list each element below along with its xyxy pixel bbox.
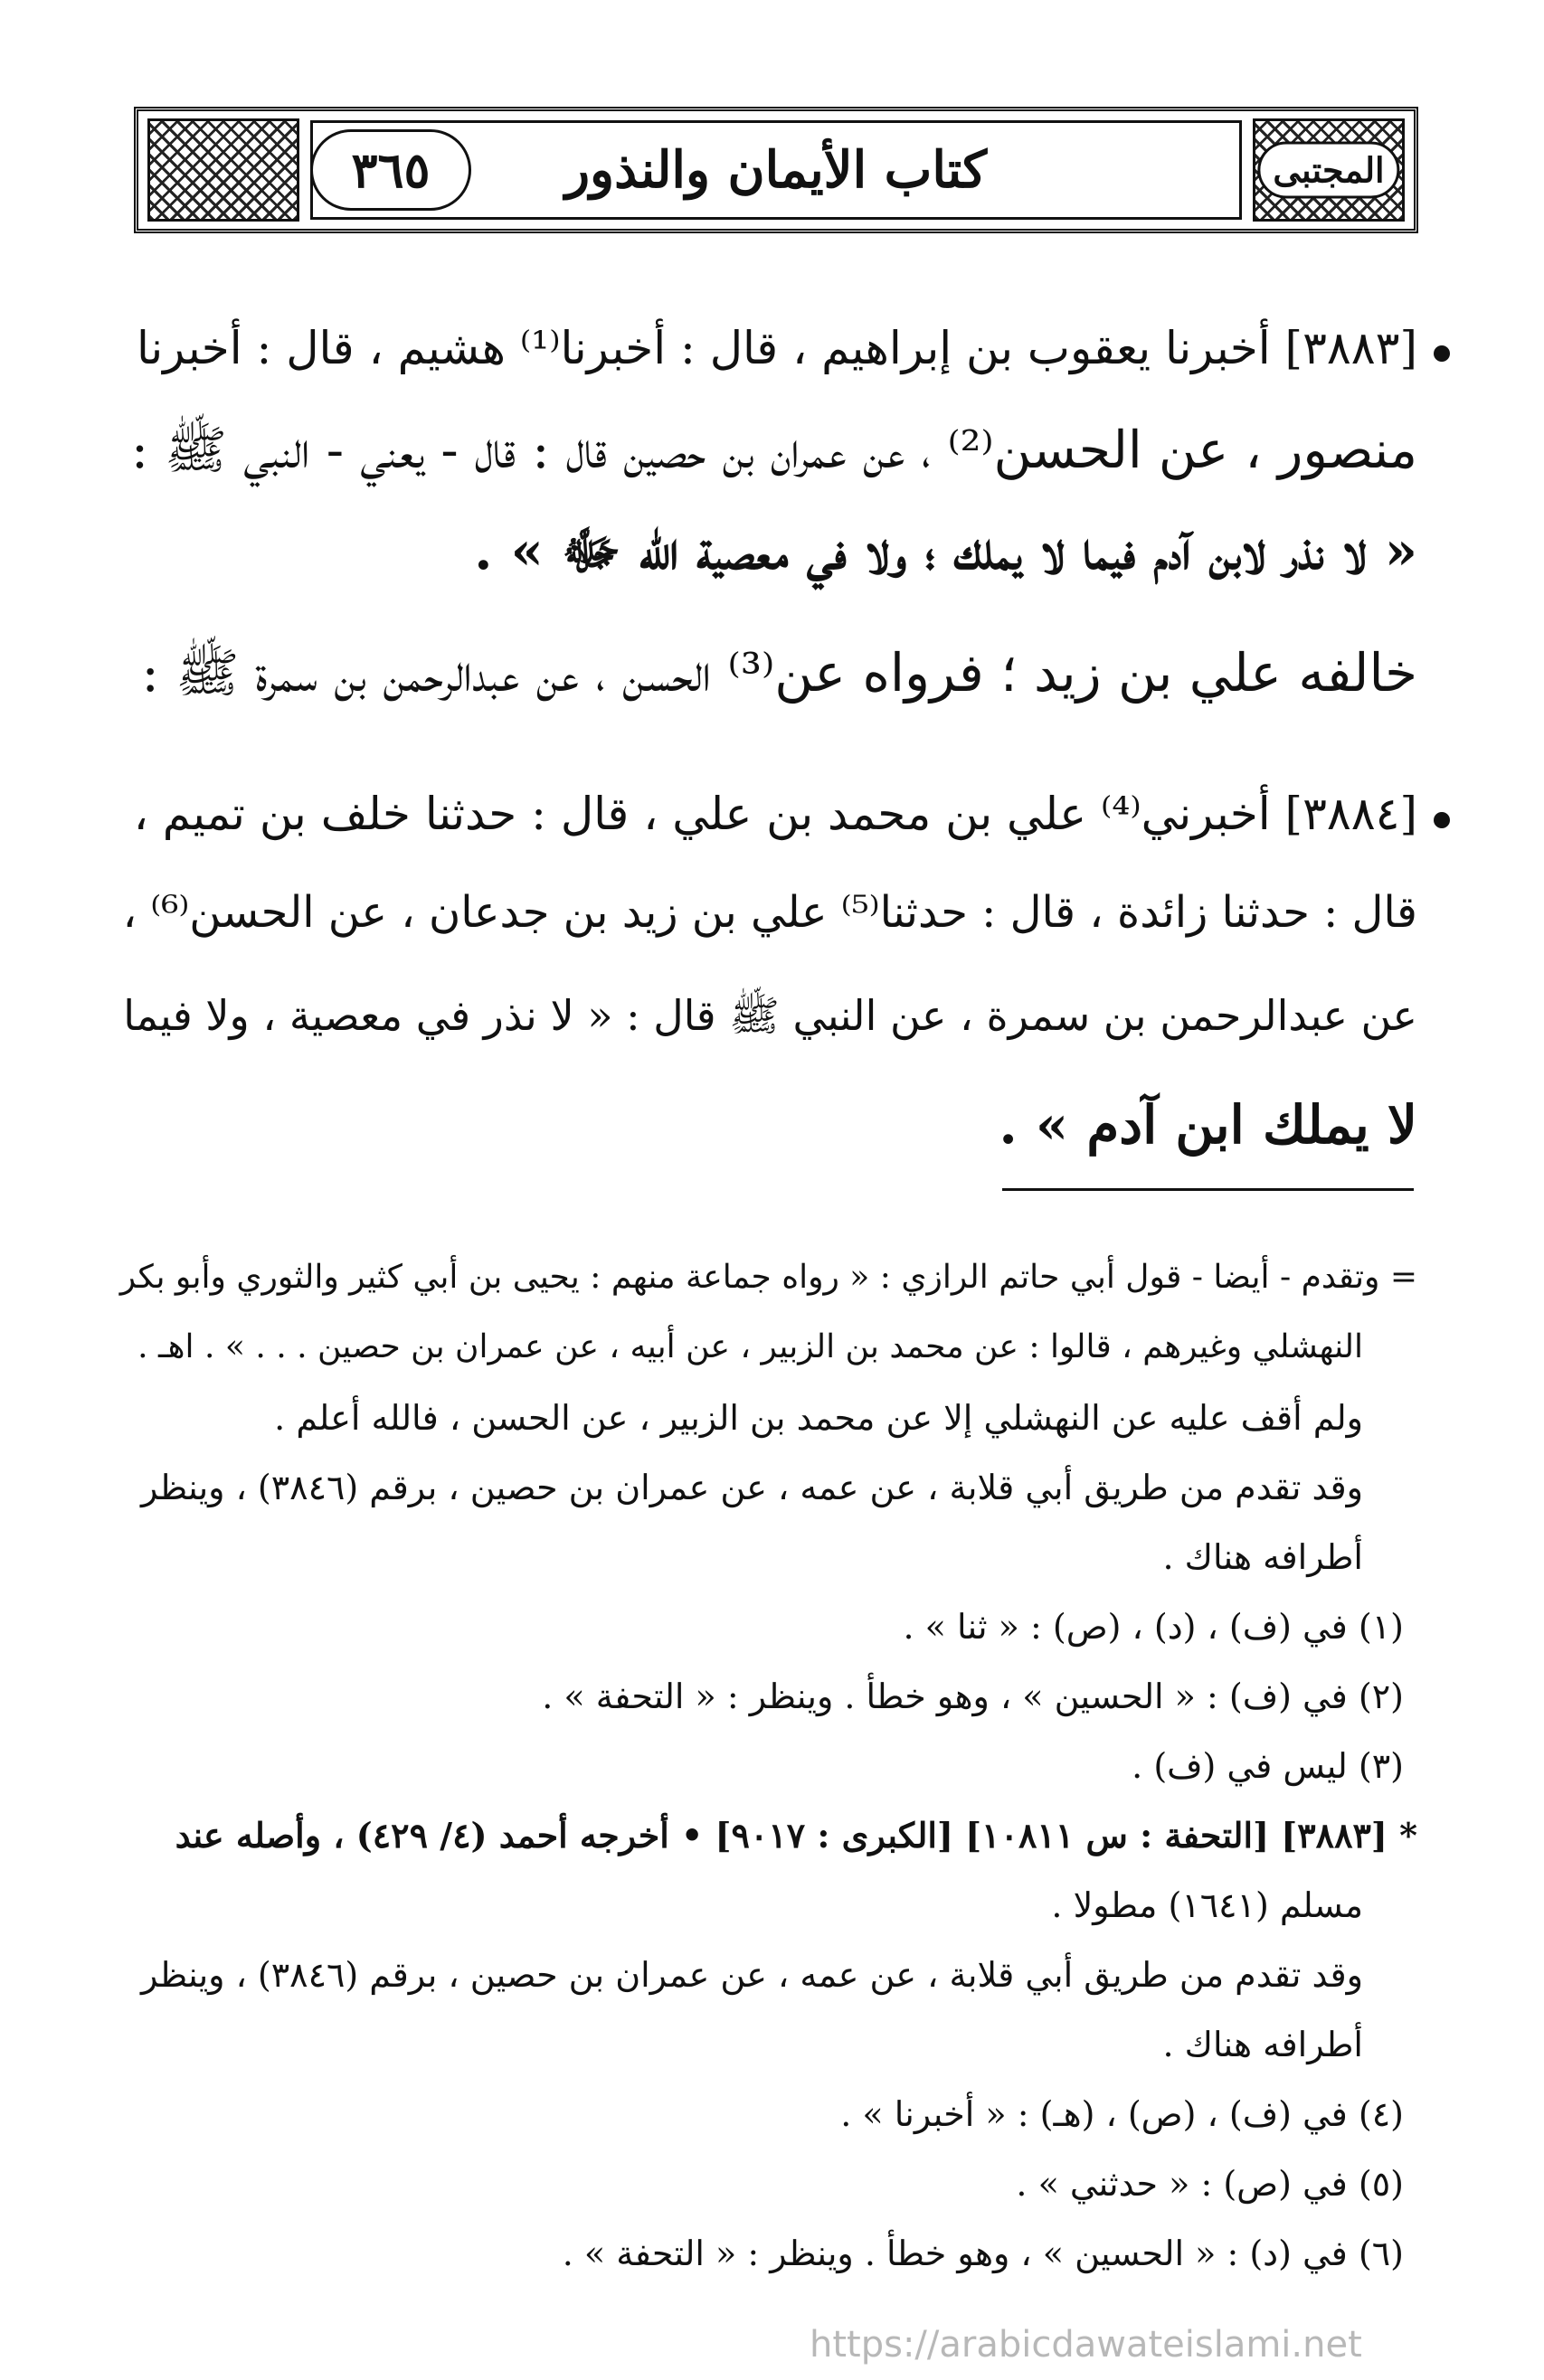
page-header [134,107,1418,233]
footnote-line-8: (٣) ليس في (ف) . [1132,1746,1404,1786]
main-line-3: « لا نذر لابن آدم فيما لا يملك ؛ ولا في معصية الله ﷻ » . [474,520,1417,581]
footnote-line-4: وقد تقدم من طريق أبي قلابة ، عن عمه ، عن عمران بن حصين ، برقم (٣٨٤٦) ، وينظر [140,1468,1363,1507]
bullet-icon [1434,812,1450,828]
footnote-line-11: وقد تقدم من طريق أبي قلابة ، عن عمه ، عن عمران بن حصين ، برقم (٣٨٤٦) ، وينظر [140,1955,1363,1995]
footnote-line-7: (٢) في (ف) : « الحسين » ، وهو خطأ . وينظر : « التحفة » . [542,1676,1404,1716]
main-line-6: قال : حدثنا زائدة ، قال : حدثنا⁽⁵⁾ علي بن زيد بن جدعان ، عن الحسن⁽⁶⁾ ، [122,887,1417,938]
main-line-5: [٣٨٨٤] أخبرني⁽⁴⁾ علي بن محمد بن علي ، قال : حدثنا خلف بن تميم ، [133,788,1417,840]
series-name: المجتبى [1257,142,1399,199]
footnote-line-12: أطرافه هناك . [1162,2025,1363,2064]
ornament-left-icon [147,118,299,222]
main-line-8: لا يملك ابن آدم » . [999,1094,1417,1156]
page-number: ٣٦٥ [310,129,471,211]
footnote-line-1: = وتقدم - أيضا - قول أبي حاتم الرازي : « رواه جماعة منهم : يحيى بن أبي كثير والثوري وأبو بكر [119,1259,1417,1296]
footnote-line-14: (٥) في (ص) : « حدثني » . [1016,2164,1404,2204]
footnote-line-13: (٤) في (ف) ، (ص) ، (هـ) : « أخبرنا » . [840,2094,1404,2134]
ornament-right-icon [1253,118,1405,222]
book-title: كتاب الأيمان والنذور [564,140,988,200]
footnote-line-2: النهشلي وغيرهم ، قالوا : عن محمد بن الزبير ، عن أبيه ، عن عمران بن حصين . . . » . اهـ . [137,1328,1363,1365]
bullet-icon [1434,345,1450,362]
main-line-4: خالفه علي بن زيد ؛ فرواه عن⁽³⁾ الحسن ، عن عبدالرحمن بن سمرة ﷺ : [141,642,1417,704]
footnote-line-10: مسلم (١٦٤١) مطولا . [1051,1885,1363,1925]
footnote-line-6: (١) في (ف) ، (د) ، (ص) : « ثنا » . [903,1607,1404,1647]
footnote-line-5: أطرافه هناك . [1162,1537,1363,1577]
main-line-1: [٣٨٨٣] أخبرنا يعقوب بن إبراهيم ، قال : أخبرنا⁽¹⁾ هشيم ، قال : أخبرنا [136,322,1417,374]
main-line-7: عن عبدالرحمن بن سمرة ، عن النبي ﷺ قال : « لا نذر في معصية ، ولا فيما [123,991,1417,1040]
footnote-line-3: ولم أقف عليه عن النهشلي إلا عن محمد بن الزبير ، عن الحسن ، فالله أعلم . [274,1398,1363,1438]
watermark-url: https://arabicdawateislami.net [810,2324,1362,2366]
main-line-2: منصور ، عن الحسن⁽²⁾ ، عن عمران بن حصين قال : قال - يعني - النبي ﷺ : [130,420,1417,480]
footnote-separator [1002,1188,1414,1191]
footnote-line-9: * [٣٨٨٣] [التحفة : س ١٠٨١١] [الكبرى : ٩٠١٧] • أخرجه أحمد (٤/ ٤٢٩) ، وأصله عند [175,1815,1417,1856]
footnote-line-15: (٦) في (د) : « الحسين » ، وهو خطأ . وينظر : « التحفة » . [562,2234,1404,2273]
